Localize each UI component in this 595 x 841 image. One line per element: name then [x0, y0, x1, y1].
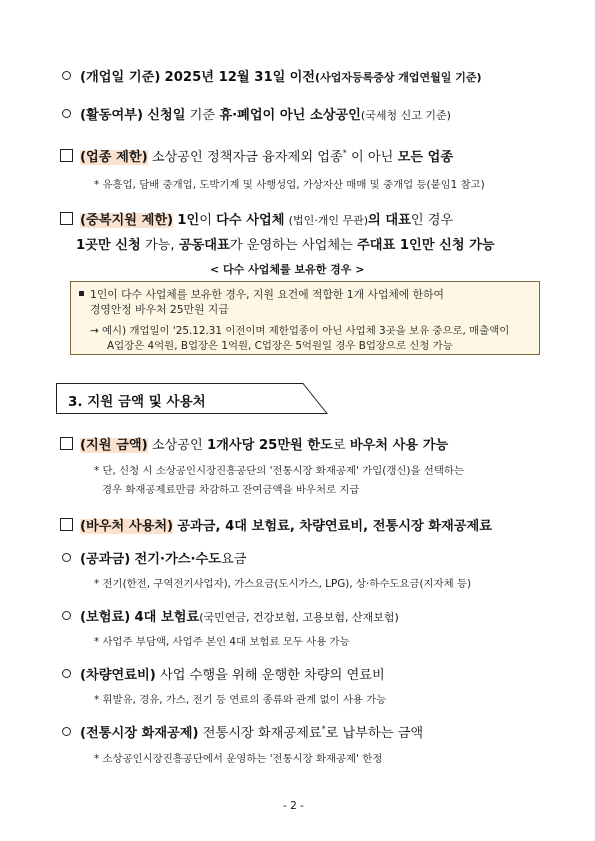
activity-item	[62, 104, 451, 123]
circle-bullet-icon	[62, 71, 71, 80]
utilities-note: * 전기(한전, 구역전기사업자), 가스요금(도시가스, LPG), 상·하수도요금(지자체 등)	[94, 578, 472, 590]
activity-text1: 신청일	[147, 108, 186, 123]
fire-text: 전통시장 화재공제료	[202, 726, 322, 741]
insurance-label: (보험료)	[80, 610, 131, 625]
circle-bullet-icon	[62, 727, 71, 736]
fuel-label: (차량연료비)	[80, 668, 156, 683]
activity-note: (국세청 신고 기준)	[360, 109, 451, 122]
fuel-note: * 휘발유, 경유, 가스, 전기 등 연료의 종류와 관계 없이 사용 가능	[94, 694, 387, 706]
industry-text: 소상공인 정책자금 융자제외 업종	[151, 150, 343, 165]
box-line3: → 예시) 개업일이 '25.12.31 이전이며 제한업종이 아닌 사업체 3곳을 보유 중으로, 매출액이	[90, 325, 510, 337]
fire-text2: 로 납부하는 금액	[325, 726, 424, 741]
duplicate-p3: 다수 사업체	[216, 213, 285, 228]
duplicate-p6: 인 경우	[410, 213, 454, 228]
fire-note: * 소상공인시장진흥공단에서 운영하는 '전통시장 화재공제' 한정	[94, 753, 383, 765]
fire-sup: *	[321, 724, 326, 734]
activity-text2: 기준	[189, 108, 216, 123]
square-bullet-icon	[60, 437, 73, 450]
duplicate-p8: 가능,	[144, 238, 175, 253]
usage-item	[60, 515, 492, 534]
duplicate-p11: 주대표 1인만 신청 가능	[357, 238, 495, 253]
open-date-value: 2025년 12월 31일	[164, 70, 286, 85]
utilities-item	[62, 548, 246, 567]
amount-t4: 바우처 사용 가능	[349, 438, 449, 453]
amount-t2: 1개사당 25만원 한도	[206, 438, 333, 453]
amount-item	[60, 434, 448, 453]
amount-label: (지원 금액)	[80, 438, 148, 453]
industry-note: * 유흥업, 담배 중개업, 도박기계 및 사행성업, 가상자산 매매 및 중개업 등(붙임1 참고)	[94, 179, 485, 191]
utilities-text: 전기·가스·수도	[134, 552, 221, 567]
utilities-label: (공과금)	[80, 552, 131, 567]
square-bullet-icon	[60, 518, 73, 531]
circle-bullet-icon	[62, 553, 71, 562]
amount-t3: 로	[332, 438, 346, 453]
duplicate-item-line2	[76, 234, 495, 253]
amount-t1: 소상공인	[151, 438, 203, 453]
industry-text2: 이 아닌	[350, 150, 394, 165]
industry-bold: 모든 업종	[397, 150, 454, 165]
multi-business-case-title: < 다수 사업체를 보유한 경우 >	[210, 263, 365, 276]
fuel-item	[62, 664, 385, 683]
box-line2: 경영안정 바우처 25만원 지급	[90, 303, 229, 316]
circle-bullet-icon	[62, 109, 71, 118]
open-date-before: 이전	[289, 70, 316, 85]
box-line1-text: 1인이 다수 사업체를 보유한 경우, 지원 요건에 적합한 1개 사업체에 한하여	[90, 288, 444, 301]
insurance-item	[62, 606, 399, 625]
duplicate-p1: 1인	[177, 213, 200, 228]
amount-note2: 경우 화재공제료만큼 차감하고 잔여금액을 바우처로 지급	[102, 484, 360, 496]
industry-item	[60, 146, 453, 165]
square-small-bullet-icon	[79, 291, 84, 296]
square-bullet-icon	[60, 212, 73, 225]
open-date-label: (개업일 기준)	[80, 70, 161, 85]
fire-label: (전통시장 화재공제)	[80, 726, 199, 741]
duplicate-item	[60, 209, 453, 228]
section-3-header	[56, 383, 328, 414]
multi-business-example-box	[70, 281, 540, 355]
duplicate-p7: 1곳만 신청	[76, 238, 141, 253]
duplicate-label: (중복지원 제한)	[80, 213, 174, 228]
duplicate-p10: 가 운영하는 사업체는	[229, 238, 353, 253]
circle-bullet-icon	[62, 669, 71, 678]
usage-label: (바우처 사용처)	[80, 519, 174, 534]
activity-label: (활동여부)	[80, 108, 144, 123]
industry-label: (업종 제한)	[80, 150, 148, 165]
circle-bullet-icon	[62, 611, 71, 620]
fire-item	[62, 722, 423, 741]
open-date-note: (사업자등록증상 개업연월일 기준)	[315, 71, 482, 84]
amount-note1: * 단, 신청 시 소상공인시장진흥공단의 '전통시장 화재공제' 가입(갱신)을 선택하는	[94, 465, 464, 477]
duplicate-p9: 공동대표	[178, 238, 230, 253]
section-3-title: 3. 지원 금액 및 사용처	[68, 394, 206, 410]
insurance-note: * 사업주 부담액, 사업주 본인 4대 보험료 모두 사용 가능	[94, 636, 350, 648]
duplicate-p2: 이	[199, 213, 212, 228]
box-line1	[79, 287, 444, 302]
duplicate-p4: (법인·개인 무관)	[288, 214, 369, 227]
industry-sup: *	[342, 148, 347, 158]
usage-text: 공과금, 4대 보험료, 차량연료비, 전통시장 화재공제료	[177, 519, 492, 534]
utilities-suffix: 요금	[220, 552, 247, 567]
activity-text3: 휴·폐업이 아닌 소상공인	[219, 108, 361, 123]
insurance-text: 4대 보험료	[134, 610, 200, 625]
duplicate-p5: 의 대표	[368, 213, 411, 228]
fuel-text: 사업 수행을 위해 운행한 차량의 연료비	[159, 668, 385, 683]
page-number: - 2 -	[283, 800, 304, 812]
box-line4: A업장은 4억원, B업장은 1억원, C업장은 5억원일 경우 B업장으로 신청 가능	[107, 340, 453, 352]
square-bullet-icon	[60, 149, 73, 162]
insurance-note-inline: (국민연금, 건강보험, 고용보험, 산재보험)	[199, 611, 399, 624]
open-date-item	[62, 66, 482, 85]
